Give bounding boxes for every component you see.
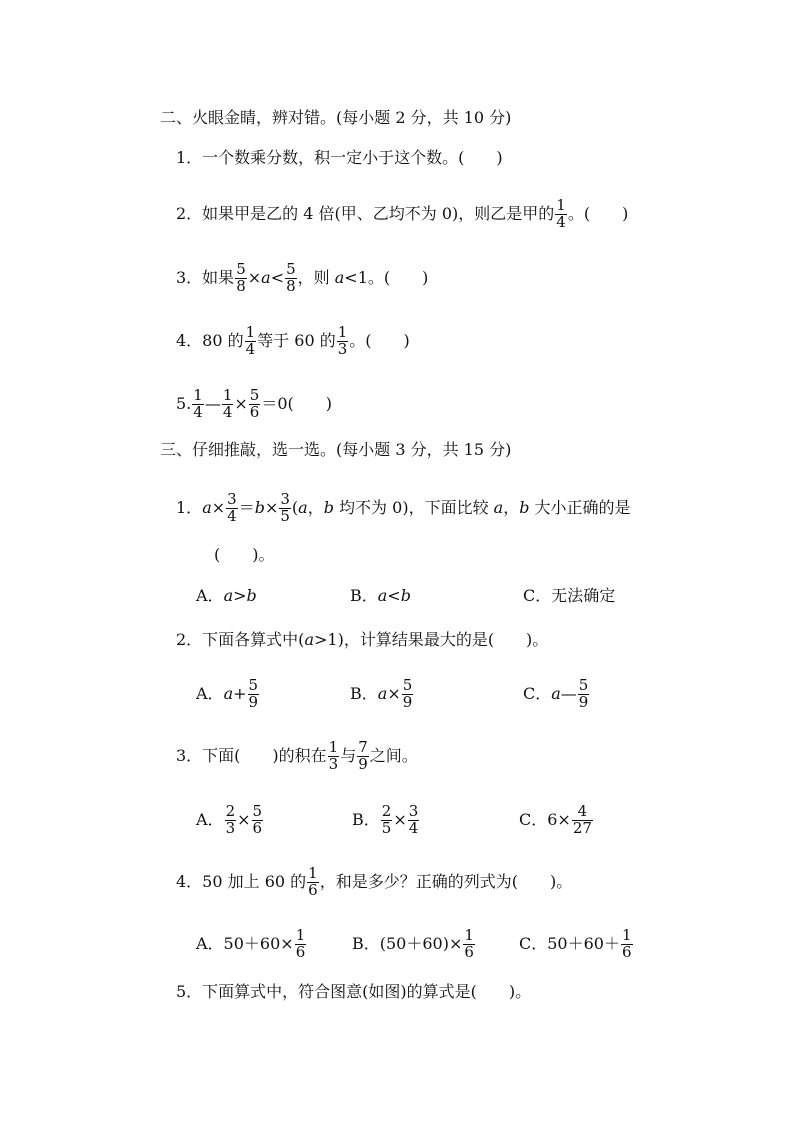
operator: +: [233, 683, 247, 703]
option-letter: A．: [196, 683, 224, 703]
q-text: (: [291, 497, 299, 517]
denominator: 8: [236, 276, 246, 295]
denominator: 9: [578, 692, 589, 711]
s2-question-5: [176, 388, 332, 421]
q-text: 均不为 0)，下面比较: [333, 497, 494, 517]
numerator: 3: [227, 490, 237, 508]
q-text: 2．如果甲是乙的 4 倍(甲、乙均不为 0)，则乙是甲的: [176, 203, 555, 223]
fraction: [192, 388, 204, 421]
fraction: [408, 804, 420, 837]
numerator: 3: [280, 490, 290, 508]
fraction: [245, 325, 257, 358]
option-letter: A．: [196, 809, 224, 829]
fraction: [225, 804, 237, 837]
s3-q1-blank: ( )。: [214, 545, 275, 564]
var-a: a: [298, 497, 308, 517]
s3-question-1: [176, 492, 631, 525]
var-b: b: [519, 497, 530, 517]
q-text: 之间。: [369, 745, 418, 765]
s2-question-4: [176, 325, 410, 358]
q-text: 。( ): [349, 330, 410, 350]
fraction: [572, 804, 593, 837]
q-text: 5.: [176, 393, 192, 413]
denominator: 6: [295, 942, 306, 961]
numerator: 1: [222, 386, 233, 404]
denominator: 4: [556, 212, 566, 231]
numerator: 5: [249, 386, 260, 404]
fraction: [463, 928, 475, 961]
fraction: [226, 492, 238, 525]
fraction: [235, 262, 247, 295]
numerator: 3: [408, 802, 419, 820]
s3-q2-option-a[interactable]: [196, 678, 260, 711]
fraction: [307, 866, 319, 899]
numerator: 1: [621, 926, 632, 944]
fraction: [248, 678, 260, 711]
denominator: 6: [464, 942, 474, 961]
s3-question-3: [176, 740, 418, 773]
numerator: 1: [295, 926, 306, 944]
q-text: 。( ): [567, 203, 629, 223]
times-sign: ×: [234, 393, 248, 413]
fraction: [357, 740, 369, 773]
q-text: 1．: [176, 497, 203, 517]
option-value: a>b: [223, 586, 257, 605]
times-sign: ×: [247, 267, 262, 287]
var-a: a: [304, 630, 314, 649]
times-sign: ×: [211, 497, 226, 517]
var-a: a: [223, 683, 234, 703]
fraction: [222, 388, 234, 421]
s3-q1-option-b[interactable]: [350, 586, 411, 606]
option-text: C．50＋60＋: [519, 933, 620, 953]
s3-q4-option-a[interactable]: [196, 928, 307, 961]
denominator: 5: [381, 818, 392, 837]
operator: ×: [387, 683, 401, 703]
operator: ×: [237, 809, 251, 829]
numerator: 7: [358, 738, 368, 756]
fraction: [402, 678, 414, 711]
operator: —: [560, 683, 577, 703]
fraction: [337, 325, 349, 358]
q-text: ，: [503, 497, 520, 517]
numerator: 2: [225, 802, 236, 820]
denominator: 8: [286, 276, 296, 295]
fraction: [578, 678, 590, 711]
q-text: >1)，计算结果最大的是( )。: [313, 630, 549, 649]
fraction: [555, 198, 567, 231]
numerator: 1: [556, 196, 566, 214]
numerator: 1: [193, 386, 203, 404]
numerator: 2: [381, 802, 392, 820]
q-text: 3．下面( )的积在: [176, 745, 327, 765]
denominator: 4: [408, 818, 419, 837]
s3-q1-option-a[interactable]: [196, 586, 257, 606]
option-text: B．(50＋60)×: [352, 933, 463, 953]
denominator: 6: [308, 880, 318, 899]
denominator: 3: [337, 339, 348, 358]
s3-q4-option-c[interactable]: [519, 928, 634, 961]
s2-question-3: [176, 262, 428, 295]
q-text: 2．下面各算式中(: [176, 630, 305, 649]
var-b: b: [323, 497, 334, 517]
numerator: 1: [308, 864, 318, 882]
denominator: 27: [572, 818, 592, 837]
s3-question-5: 5．下面算式中，符合图意(如图)的算式是( )。: [176, 982, 532, 1001]
numerator: 1: [245, 323, 256, 341]
denominator: 9: [358, 754, 368, 773]
numerator: 5: [236, 260, 246, 278]
q-text: ，则: [297, 267, 330, 287]
numerator: 5: [252, 802, 263, 820]
denominator: 6: [252, 818, 263, 837]
denominator: 9: [402, 692, 413, 711]
numerator: 1: [337, 323, 348, 341]
q-text: 3．如果: [176, 267, 235, 287]
q-text: ，: [307, 497, 324, 517]
option-letter: B．: [352, 809, 380, 829]
numerator: 5: [286, 260, 296, 278]
var-a: a: [551, 683, 561, 703]
q-text: 等于 60 的: [257, 330, 336, 350]
s3-q2-option-b[interactable]: [350, 678, 414, 711]
numerator: 5: [402, 676, 413, 694]
denominator: 4: [222, 402, 233, 421]
s2-question-1: 1．一个数乘分数，积一定小于这个数。( ): [176, 148, 503, 167]
fraction: [381, 804, 393, 837]
q-text: 4．80 的: [176, 330, 244, 350]
option-letter: C．: [523, 683, 552, 703]
numerator: 1: [328, 738, 339, 756]
section3-heading: 三、仔细推敲，选一选。(每小题 3 分，共 15 分): [160, 440, 512, 459]
var-a: a: [493, 497, 504, 517]
denominator: 4: [245, 339, 256, 358]
var-a: a: [202, 497, 212, 517]
s3-question-2: [176, 630, 548, 650]
s3-question-4: [176, 866, 572, 899]
fraction: [621, 928, 633, 961]
numerator: 4: [572, 804, 593, 821]
option-text: A．50＋60×: [196, 933, 294, 953]
numerator: 1: [464, 926, 474, 944]
eq-sign: ＝: [238, 497, 255, 517]
numerator: 5: [578, 676, 589, 694]
q-text: ＝0( ): [261, 393, 332, 413]
s2-question-2: [176, 198, 628, 231]
q-text: <1。( ): [344, 267, 429, 287]
option-letter: C．6×: [519, 809, 571, 829]
option-letter: A．: [196, 586, 224, 605]
denominator: 3: [328, 754, 339, 773]
q-text: 4．50 加上 60 的: [176, 871, 307, 891]
var-a: a: [261, 267, 271, 287]
lt-sign: <: [270, 267, 285, 287]
fraction: [285, 262, 297, 295]
var-b: b: [254, 497, 265, 517]
var-a: a: [334, 267, 345, 287]
denominator: 6: [621, 942, 632, 961]
q-text: 与: [340, 745, 357, 765]
option-letter: B．: [350, 586, 378, 605]
denominator: 4: [227, 506, 237, 525]
s3-q4-option-b[interactable]: [352, 928, 476, 961]
s3-q3-option-c[interactable]: [519, 804, 594, 837]
fraction: [249, 388, 261, 421]
s3-q1-option-c[interactable]: C．无法确定: [523, 586, 616, 605]
fraction: [328, 740, 340, 773]
option-letter: B．: [350, 683, 378, 703]
fraction: [295, 928, 307, 961]
fraction: [279, 492, 291, 525]
s3-q3-option-b[interactable]: [352, 804, 420, 837]
times-sign: ×: [264, 497, 279, 517]
operator: ×: [393, 809, 407, 829]
section2-heading: 二、火眼金睛，辨对错。(每小题 2 分，共 10 分): [160, 108, 512, 127]
denominator: 4: [193, 402, 203, 421]
denominator: 3: [225, 818, 236, 837]
denominator: 6: [249, 402, 260, 421]
s3-q3-option-a[interactable]: [196, 804, 264, 837]
fraction: [252, 804, 264, 837]
denominator: 9: [248, 692, 259, 711]
numerator: 5: [248, 676, 259, 694]
q-text: 大小正确的是: [529, 497, 631, 517]
denominator: 5: [280, 506, 290, 525]
var-a: a: [377, 683, 388, 703]
minus-sign: —: [204, 393, 221, 413]
q-text: ，和是多少？正确的列式为( )。: [319, 871, 573, 891]
s3-q2-option-c[interactable]: [523, 678, 590, 711]
option-value: a<b: [377, 586, 411, 605]
